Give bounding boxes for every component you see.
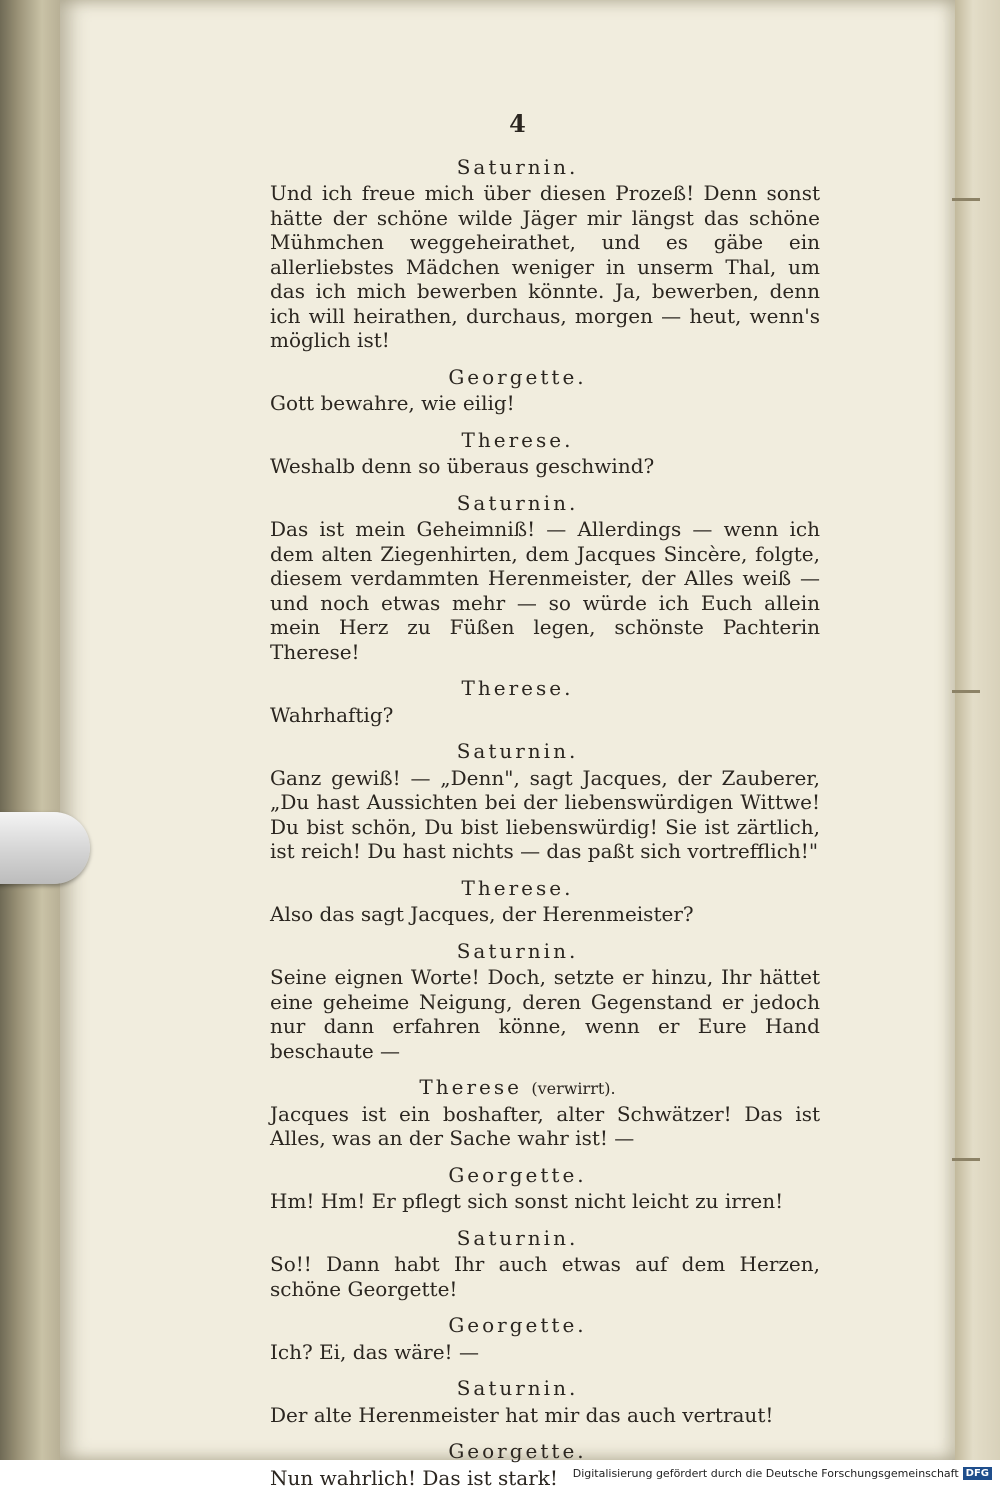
dialogue-block [215,365,820,416]
speech-text: Jacques ist ein boshafter, alter Schwätzer! Das ist Alles, was an der Sache wahr ist! — [215,1102,820,1151]
speech-text: Also das sagt Jacques, der Herenmeister? [215,902,820,927]
speech-text: Hm! Hm! Er pflegt sich sonst nicht leicht zu irren! [215,1189,820,1214]
speaker-name: Saturnin. [215,155,820,182]
page-text [215,112,820,1490]
speaker-name: Georgette. [215,365,820,392]
speaker-name: Georgette. [215,1163,820,1190]
dialogue-block [215,1226,820,1302]
dialogue-block [215,1439,820,1490]
speech-text: Ganz gewiß! — „Denn", sagt Jacques, der Zauberer, „Du hast Aussichten bei der liebenswürdigen Wittwe! Du bist schön, Du bist liebenswürdig! Sie ist zärtlich, ist reich! Du hast nichts — das paßt sich vortrefflich!" [215,766,820,864]
page-number: 4 [215,112,820,137]
binding-thread [952,198,980,201]
speech-text: Wahrhaftig? [215,703,820,728]
speech-text: Weshalb denn so überaus geschwind? [215,454,820,479]
speaker-name: Georgette. [215,1439,820,1466]
next-page-edge [955,0,1000,1460]
speaker-name: Saturnin. [215,739,820,766]
speech-text: Der alte Herenmeister hat mir das auch vertraut! [215,1403,820,1428]
speaker-name: Therese (verwirrt). [215,1075,820,1102]
dialogue-block [215,1075,820,1151]
dialogue-block [215,1376,820,1427]
speaker-name: Saturnin. [215,1226,820,1253]
speech-text: Das ist mein Geheimniß! — Allerdings — wenn ich dem alten Ziegenhirten, dem Jacques Sincère, folgte, diesem verdammten Herenmeister, der Alles weiß — und noch etwas mehr — so würde ich Euch allein mein Herz zu Füßen legen, schönste Pachterin Therese! [215,517,820,664]
stage-direction: (verwirrt). [531,1079,615,1098]
digitization-footer [573,1467,992,1480]
speech-text: Nun wahrlich! Das ist stark! [215,1466,820,1490]
speaker-name: Saturnin. [215,939,820,966]
dialogue-block [215,155,820,353]
speech-text: Ich? Ei, das wäre! — [215,1340,820,1365]
speaker-name: Saturnin. [215,491,820,518]
dialogue-block [215,1313,820,1364]
dialogue-block [215,739,820,864]
dialogue-block [215,1163,820,1214]
binding-thread [952,690,980,693]
speech-text: Seine eignen Worte! Doch, setzte er hinzu, Ihr hättet eine geheime Neigung, deren Gegenstand er jedoch nur dann erfahren könne, wenn er Eure Hand beschaute — [215,965,820,1063]
speech-text: So!! Dann habt Ihr auch etwas auf dem Herzen, schöne Georgette! [215,1252,820,1301]
speaker-name: Therese. [215,676,820,703]
speaker-name: Georgette. [215,1313,820,1340]
page-clip [0,812,90,884]
dialogue-block [215,676,820,727]
speech-text: Gott bewahre, wie eilig! [215,391,820,416]
dialogue-block [215,876,820,927]
binding-thread [952,1158,980,1161]
book-spine-edge [0,0,60,1460]
dialogue-block [215,428,820,479]
dialogue-block [215,491,820,665]
dfg-logo-icon: DFG [963,1467,992,1480]
speech-text: Und ich freue mich über diesen Prozeß! Denn sonst hätte der schöne wilde Jäger mir längst das schöne Mühmchen weggeheirathet, und es gäbe ein allerliebstes Mädchen weniger in unserm Thal, um das ich mich bewerben könnte. Ja, bewerben, denn ich will heirathen, durchaus, morgen — heut, wenn's möglich ist! [215,181,820,353]
speaker-name: Saturnin. [215,1376,820,1403]
dialogue-block [215,939,820,1064]
speaker-name: Therese. [215,876,820,903]
footer-text: Digitalisierung gefördert durch die Deutsche Forschungsgemeinschaft [573,1467,959,1480]
speaker-name: Therese. [215,428,820,455]
